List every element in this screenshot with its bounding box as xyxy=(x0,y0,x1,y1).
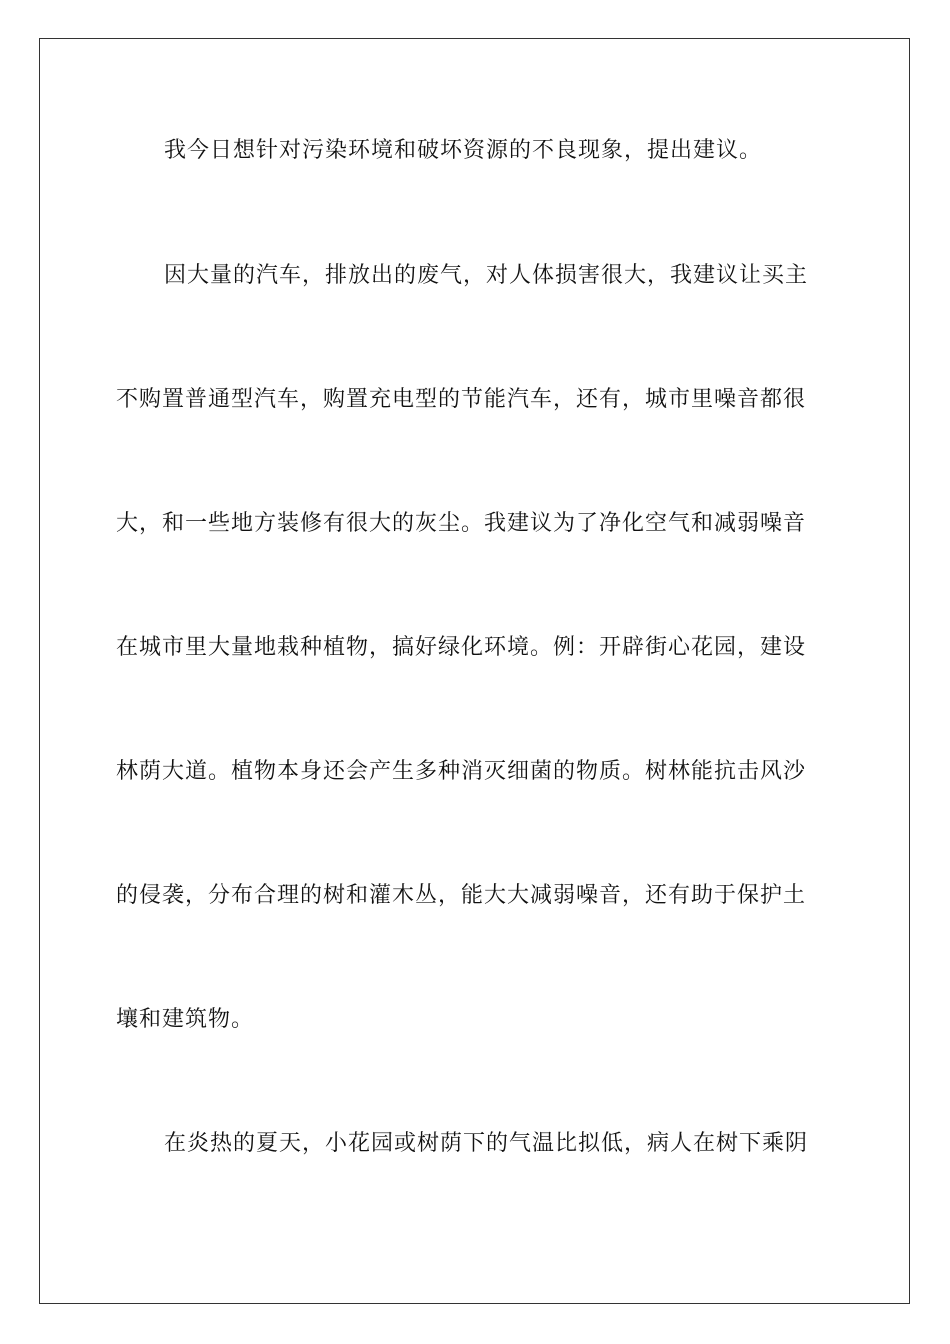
paragraph-2-line-2: 不购置普通型汽车，购置充电型的节能汽车，还有，城市里噪音都很 xyxy=(116,387,807,412)
paragraph-2-line-6: 的侵袭，分布合理的树和灌木丛，能大大减弱噪音，还有助于保护土 xyxy=(116,883,807,908)
paragraph-2-line-1: 因大量的汽车，排放出的废气，对人体损害很大，我建议让买主 xyxy=(164,263,809,288)
paragraph-3-line-1: 在炎热的夏天，小花园或树荫下的气温比拟低，病人在树下乘阴 xyxy=(164,1131,809,1156)
paragraph-2-line-4: 在城市里大量地栽种植物，搞好绿化环境。例：开辟街心花园，建设 xyxy=(116,635,807,660)
paragraph-1-line-1: 我今日想针对污染环境和破坏资源的不良现象，提出建议。 xyxy=(164,138,763,163)
paragraph-2-line-3: 大，和一些地方装修有很大的灰尘。我建议为了净化空气和减弱噪音 xyxy=(116,511,807,536)
paragraph-2-line-5: 林荫大道。植物本身还会产生多种消灭细菌的物质。树林能抗击风沙 xyxy=(116,759,807,784)
paragraph-2-line-7: 壤和建筑物。 xyxy=(116,1007,255,1032)
page-border xyxy=(39,38,910,1304)
